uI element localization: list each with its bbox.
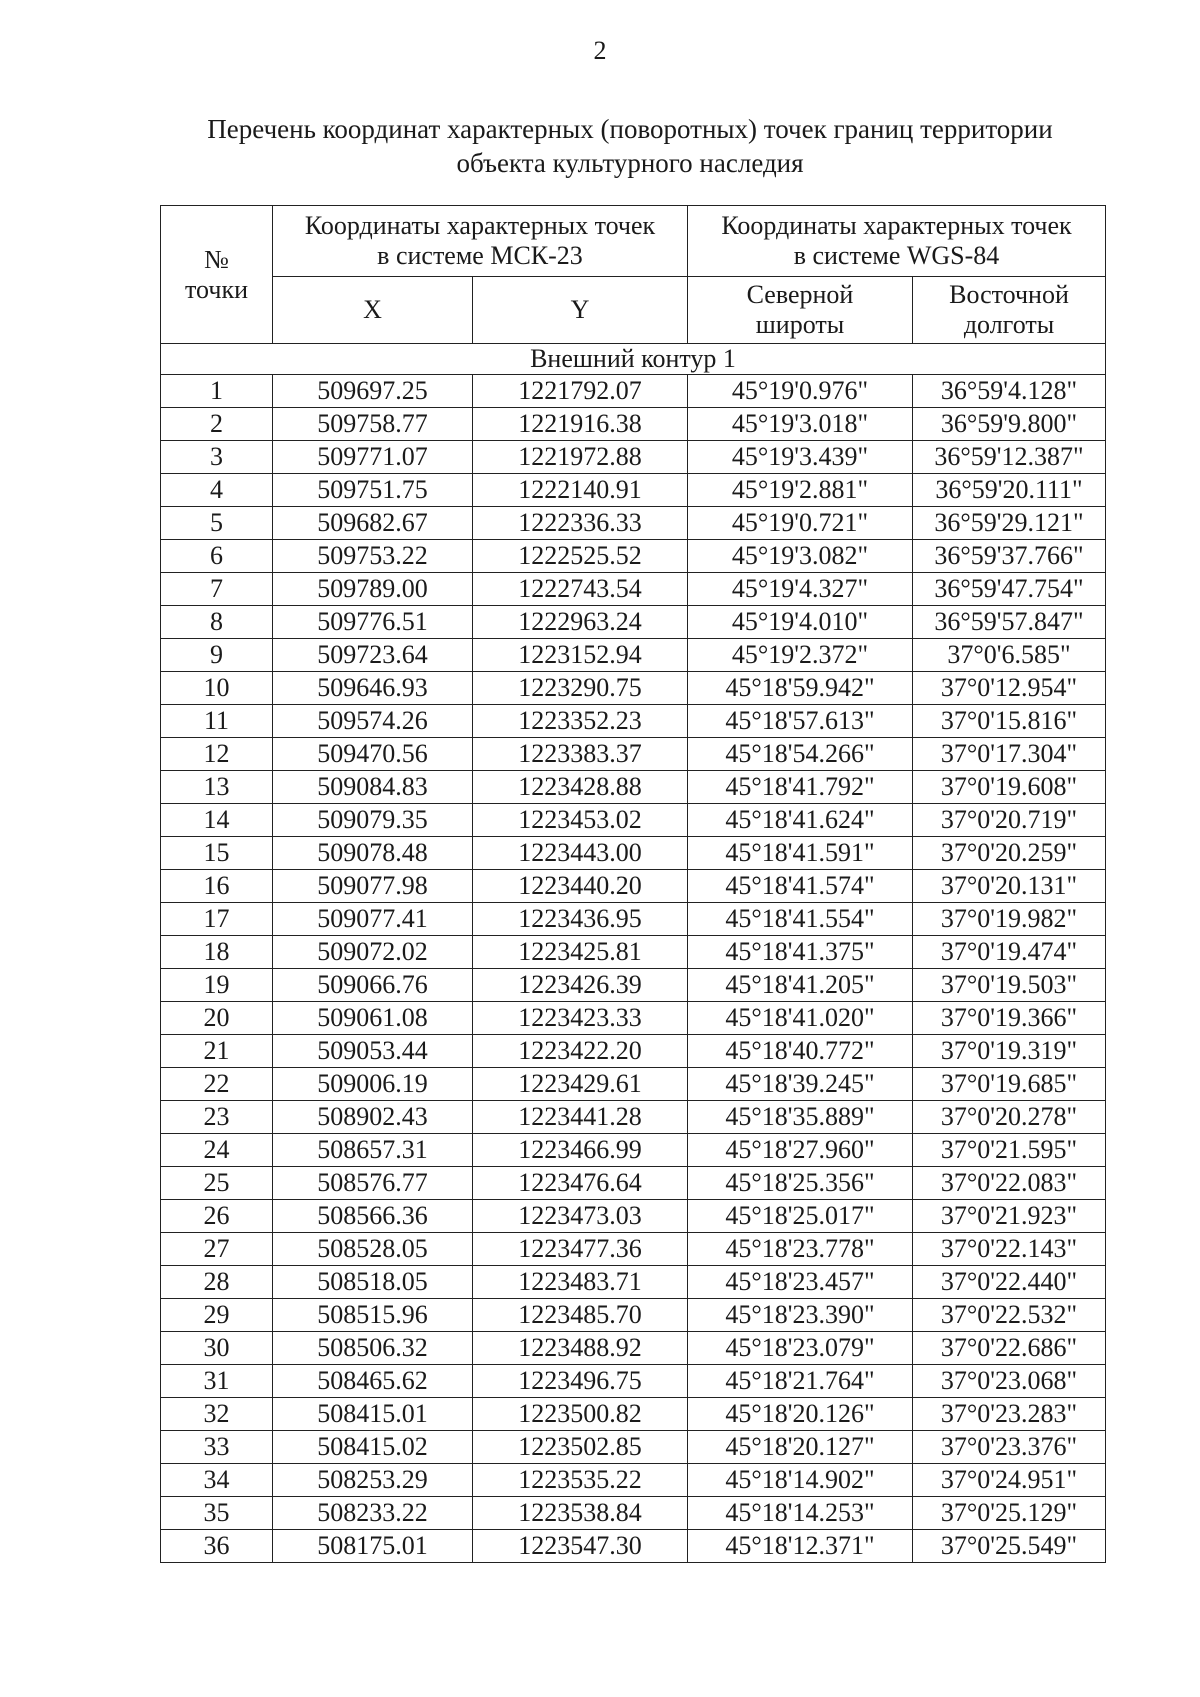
longitude-cell: 37°0'6.585" xyxy=(913,639,1106,672)
point-number-cell: 6 xyxy=(161,540,273,573)
x-cell: 508518.05 xyxy=(273,1266,473,1299)
point-number-cell: 4 xyxy=(161,474,273,507)
x-cell: 508566.36 xyxy=(273,1200,473,1233)
point-number-cell: 24 xyxy=(161,1134,273,1167)
x-cell: 509061.08 xyxy=(273,1002,473,1035)
table-row xyxy=(161,1299,1106,1332)
y-cell: 1222525.52 xyxy=(473,540,688,573)
latitude-cell: 45°18'41.020" xyxy=(688,1002,913,1035)
y-cell: 1222336.33 xyxy=(473,507,688,540)
table-row xyxy=(161,1035,1106,1068)
table-row xyxy=(161,1167,1106,1200)
point-number-cell: 29 xyxy=(161,1299,273,1332)
x-cell: 509682.67 xyxy=(273,507,473,540)
table-row xyxy=(161,474,1106,507)
longitude-cell: 36°59'20.111" xyxy=(913,474,1106,507)
table-row xyxy=(161,1365,1106,1398)
longitude-cell: 37°0'20.278" xyxy=(913,1101,1106,1134)
longitude-cell: 37°0'24.951" xyxy=(913,1464,1106,1497)
latitude-cell: 45°18'41.574" xyxy=(688,870,913,903)
longitude-cell: 37°0'22.143" xyxy=(913,1233,1106,1266)
point-number-cell: 8 xyxy=(161,606,273,639)
x-cell: 509077.98 xyxy=(273,870,473,903)
table-row xyxy=(161,837,1106,870)
latitude-cell: 45°18'41.624" xyxy=(688,804,913,837)
longitude-cell: 37°0'20.131" xyxy=(913,870,1106,903)
point-number-cell: 31 xyxy=(161,1365,273,1398)
longitude-cell: 37°0'20.719" xyxy=(913,804,1106,837)
latitude-cell: 45°18'25.356" xyxy=(688,1167,913,1200)
y-cell: 1223500.82 xyxy=(473,1398,688,1431)
x-cell: 509789.00 xyxy=(273,573,473,606)
x-cell: 509574.26 xyxy=(273,705,473,738)
x-cell: 509079.35 xyxy=(273,804,473,837)
latitude-cell: 45°18'23.390" xyxy=(688,1299,913,1332)
y-cell: 1222140.91 xyxy=(473,474,688,507)
latitude-cell: 45°18'41.591" xyxy=(688,837,913,870)
longitude-cell: 37°0'15.816" xyxy=(913,705,1106,738)
longitude-cell: 37°0'25.129" xyxy=(913,1497,1106,1530)
y-cell: 1223473.03 xyxy=(473,1200,688,1233)
x-cell: 509006.19 xyxy=(273,1068,473,1101)
table-row xyxy=(161,1530,1106,1563)
x-cell: 509066.76 xyxy=(273,969,473,1002)
point-number-cell: 35 xyxy=(161,1497,273,1530)
x-cell: 509078.48 xyxy=(273,837,473,870)
page-number: 2 xyxy=(593,36,607,65)
y-cell: 1223488.92 xyxy=(473,1332,688,1365)
table-row xyxy=(161,408,1106,441)
point-number-cell: 12 xyxy=(161,738,273,771)
y-cell: 1223477.36 xyxy=(473,1233,688,1266)
longitude-cell: 37°0'21.595" xyxy=(913,1134,1106,1167)
table-row xyxy=(161,903,1106,936)
latitude-cell: 45°18'35.889" xyxy=(688,1101,913,1134)
longitude-cell: 37°0'22.083" xyxy=(913,1167,1106,1200)
point-number-cell: 30 xyxy=(161,1332,273,1365)
latitude-cell: 45°18'14.253" xyxy=(688,1497,913,1530)
point-number-cell: 23 xyxy=(161,1101,273,1134)
y-cell: 1223422.20 xyxy=(473,1035,688,1068)
point-number-cell: 2 xyxy=(161,408,273,441)
x-cell: 508253.29 xyxy=(273,1464,473,1497)
longitude-cell: 37°0'19.503" xyxy=(913,969,1106,1002)
x-cell: 509776.51 xyxy=(273,606,473,639)
y-cell: 1223502.85 xyxy=(473,1431,688,1464)
point-number-cell: 9 xyxy=(161,639,273,672)
point-number-cell: 17 xyxy=(161,903,273,936)
x-cell: 508902.43 xyxy=(273,1101,473,1134)
y-cell: 1221916.38 xyxy=(473,408,688,441)
header-longitude-line1: Восточной xyxy=(949,280,1069,309)
header-msk23-line2: в системе МСК-23 xyxy=(377,241,583,270)
y-cell: 1223426.39 xyxy=(473,969,688,1002)
header-longitude-line2: долготы xyxy=(963,310,1055,339)
table-row xyxy=(161,870,1106,903)
coordinates-table xyxy=(160,205,1106,1563)
latitude-cell: 45°19'3.082" xyxy=(688,540,913,573)
x-cell: 509771.07 xyxy=(273,441,473,474)
latitude-cell: 45°18'59.942" xyxy=(688,672,913,705)
table-row xyxy=(161,1431,1106,1464)
table-row xyxy=(161,1497,1106,1530)
document-title xyxy=(150,112,1110,180)
point-number-cell: 20 xyxy=(161,1002,273,1035)
longitude-cell: 36°59'29.121" xyxy=(913,507,1106,540)
x-cell: 508528.05 xyxy=(273,1233,473,1266)
latitude-cell: 45°18'54.266" xyxy=(688,738,913,771)
x-cell: 509753.22 xyxy=(273,540,473,573)
y-cell: 1222963.24 xyxy=(473,606,688,639)
latitude-cell: 45°19'0.721" xyxy=(688,507,913,540)
longitude-cell: 37°0'22.440" xyxy=(913,1266,1106,1299)
y-cell: 1223485.70 xyxy=(473,1299,688,1332)
latitude-cell: 45°18'27.960" xyxy=(688,1134,913,1167)
header-point-number xyxy=(161,206,273,344)
header-wgs84-line1: Координаты характерных точек xyxy=(721,211,1072,240)
longitude-cell: 37°0'17.304" xyxy=(913,738,1106,771)
latitude-cell: 45°19'3.439" xyxy=(688,441,913,474)
x-cell: 509072.02 xyxy=(273,936,473,969)
table-row xyxy=(161,936,1106,969)
point-number-cell: 19 xyxy=(161,969,273,1002)
point-number-cell: 15 xyxy=(161,837,273,870)
point-number-cell: 21 xyxy=(161,1035,273,1068)
x-cell: 508175.01 xyxy=(273,1530,473,1563)
table-row xyxy=(161,969,1106,1002)
x-cell: 509646.93 xyxy=(273,672,473,705)
header-latitude-line1: Северной xyxy=(746,280,854,309)
longitude-cell: 37°0'19.366" xyxy=(913,1002,1106,1035)
longitude-cell: 37°0'22.532" xyxy=(913,1299,1106,1332)
x-cell: 508415.02 xyxy=(273,1431,473,1464)
y-cell: 1223535.22 xyxy=(473,1464,688,1497)
latitude-cell: 45°18'41.792" xyxy=(688,771,913,804)
point-number-cell: 11 xyxy=(161,705,273,738)
table-row xyxy=(161,1332,1106,1365)
latitude-cell: 45°18'21.764" xyxy=(688,1365,913,1398)
longitude-cell: 37°0'22.686" xyxy=(913,1332,1106,1365)
y-cell: 1223429.61 xyxy=(473,1068,688,1101)
y-cell: 1223440.20 xyxy=(473,870,688,903)
latitude-cell: 45°19'3.018" xyxy=(688,408,913,441)
point-number-cell: 28 xyxy=(161,1266,273,1299)
point-number-cell: 16 xyxy=(161,870,273,903)
latitude-cell: 45°19'0.976" xyxy=(688,375,913,408)
point-number-cell: 32 xyxy=(161,1398,273,1431)
header-latitude-line2: широты xyxy=(755,310,845,339)
longitude-cell: 37°0'12.954" xyxy=(913,672,1106,705)
header-msk23 xyxy=(273,206,688,277)
point-number-cell: 22 xyxy=(161,1068,273,1101)
table-row xyxy=(161,1464,1106,1497)
x-cell: 508415.01 xyxy=(273,1398,473,1431)
latitude-cell: 45°18'12.371" xyxy=(688,1530,913,1563)
table-row xyxy=(161,1266,1106,1299)
x-cell: 509077.41 xyxy=(273,903,473,936)
table-row xyxy=(161,1233,1106,1266)
point-number-cell: 7 xyxy=(161,573,273,606)
y-cell: 1223547.30 xyxy=(473,1530,688,1563)
table-row xyxy=(161,705,1106,738)
table-row xyxy=(161,738,1106,771)
point-number-cell: 26 xyxy=(161,1200,273,1233)
longitude-cell: 37°0'25.549" xyxy=(913,1530,1106,1563)
y-cell: 1221972.88 xyxy=(473,441,688,474)
y-cell: 1223425.81 xyxy=(473,936,688,969)
x-cell: 508576.77 xyxy=(273,1167,473,1200)
section-row xyxy=(161,344,1106,375)
point-number-cell: 34 xyxy=(161,1464,273,1497)
longitude-cell: 37°0'19.319" xyxy=(913,1035,1106,1068)
longitude-cell: 37°0'19.982" xyxy=(913,903,1106,936)
y-cell: 1222743.54 xyxy=(473,573,688,606)
latitude-cell: 45°18'39.245" xyxy=(688,1068,913,1101)
latitude-cell: 45°18'23.778" xyxy=(688,1233,913,1266)
longitude-cell: 36°59'12.387" xyxy=(913,441,1106,474)
y-cell: 1223290.75 xyxy=(473,672,688,705)
latitude-cell: 45°18'57.613" xyxy=(688,705,913,738)
y-cell: 1223383.37 xyxy=(473,738,688,771)
table-row xyxy=(161,606,1106,639)
header-latitude xyxy=(688,277,913,344)
header-wgs84 xyxy=(688,206,1106,277)
point-number-cell: 14 xyxy=(161,804,273,837)
y-cell: 1221792.07 xyxy=(473,375,688,408)
latitude-cell: 45°18'41.375" xyxy=(688,936,913,969)
longitude-cell: 36°59'47.754" xyxy=(913,573,1106,606)
y-cell: 1223428.88 xyxy=(473,771,688,804)
longitude-cell: 37°0'21.923" xyxy=(913,1200,1106,1233)
table-body xyxy=(161,344,1106,1563)
latitude-cell: 45°18'41.554" xyxy=(688,903,913,936)
point-number-cell: 33 xyxy=(161,1431,273,1464)
latitude-cell: 45°18'40.772" xyxy=(688,1035,913,1068)
table-row xyxy=(161,1002,1106,1035)
latitude-cell: 45°19'2.881" xyxy=(688,474,913,507)
point-number-cell: 25 xyxy=(161,1167,273,1200)
latitude-cell: 45°19'2.372" xyxy=(688,639,913,672)
y-cell: 1223453.02 xyxy=(473,804,688,837)
table-row xyxy=(161,639,1106,672)
x-cell: 509053.44 xyxy=(273,1035,473,1068)
x-cell: 508657.31 xyxy=(273,1134,473,1167)
y-cell: 1223466.99 xyxy=(473,1134,688,1167)
point-number-cell: 27 xyxy=(161,1233,273,1266)
y-cell: 1223538.84 xyxy=(473,1497,688,1530)
y-cell: 1223483.71 xyxy=(473,1266,688,1299)
point-number-cell: 13 xyxy=(161,771,273,804)
y-cell: 1223423.33 xyxy=(473,1002,688,1035)
table-row xyxy=(161,573,1106,606)
x-cell: 509470.56 xyxy=(273,738,473,771)
table-row xyxy=(161,1101,1106,1134)
header-x: X xyxy=(273,277,473,344)
latitude-cell: 45°18'20.127" xyxy=(688,1431,913,1464)
latitude-cell: 45°18'25.017" xyxy=(688,1200,913,1233)
x-cell: 509084.83 xyxy=(273,771,473,804)
point-number-cell: 36 xyxy=(161,1530,273,1563)
table-row xyxy=(161,507,1106,540)
point-number-cell: 10 xyxy=(161,672,273,705)
title-line-2: объекта культурного наследия xyxy=(456,148,804,178)
latitude-cell: 45°19'4.327" xyxy=(688,573,913,606)
point-number-cell: 5 xyxy=(161,507,273,540)
y-cell: 1223152.94 xyxy=(473,639,688,672)
longitude-cell: 37°0'20.259" xyxy=(913,837,1106,870)
y-cell: 1223436.95 xyxy=(473,903,688,936)
x-cell: 509751.75 xyxy=(273,474,473,507)
point-number-cell: 18 xyxy=(161,936,273,969)
longitude-cell: 37°0'23.283" xyxy=(913,1398,1106,1431)
latitude-cell: 45°18'14.902" xyxy=(688,1464,913,1497)
header-y: Y xyxy=(473,277,688,344)
table-row xyxy=(161,375,1106,408)
y-cell: 1223441.28 xyxy=(473,1101,688,1134)
y-cell: 1223476.64 xyxy=(473,1167,688,1200)
header-point-number-line1: № xyxy=(204,244,229,274)
y-cell: 1223352.23 xyxy=(473,705,688,738)
longitude-cell: 37°0'23.376" xyxy=(913,1431,1106,1464)
longitude-cell: 36°59'57.847" xyxy=(913,606,1106,639)
longitude-cell: 36°59'4.128" xyxy=(913,375,1106,408)
x-cell: 509723.64 xyxy=(273,639,473,672)
header-msk23-line1: Координаты характерных точек xyxy=(304,211,656,240)
longitude-cell: 37°0'19.608" xyxy=(913,771,1106,804)
longitude-cell: 37°0'23.068" xyxy=(913,1365,1106,1398)
section-title: Внешний контур 1 xyxy=(161,344,1106,375)
x-cell: 509697.25 xyxy=(273,375,473,408)
title-line-1: Перечень координат характерных (поворотных) точек границ территории xyxy=(207,114,1053,144)
x-cell: 508465.62 xyxy=(273,1365,473,1398)
longitude-cell: 37°0'19.474" xyxy=(913,936,1106,969)
table-row xyxy=(161,441,1106,474)
header-point-number-line2: точки xyxy=(185,274,248,304)
latitude-cell: 45°18'41.205" xyxy=(688,969,913,1002)
table-row xyxy=(161,540,1106,573)
latitude-cell: 45°18'23.457" xyxy=(688,1266,913,1299)
longitude-cell: 36°59'9.800" xyxy=(913,408,1106,441)
x-cell: 508506.32 xyxy=(273,1332,473,1365)
y-cell: 1223496.75 xyxy=(473,1365,688,1398)
point-number-cell: 3 xyxy=(161,441,273,474)
table-row xyxy=(161,1398,1106,1431)
y-cell: 1223443.00 xyxy=(473,837,688,870)
header-longitude xyxy=(913,277,1106,344)
latitude-cell: 45°18'20.126" xyxy=(688,1398,913,1431)
longitude-cell: 37°0'19.685" xyxy=(913,1068,1106,1101)
latitude-cell: 45°18'23.079" xyxy=(688,1332,913,1365)
latitude-cell: 45°19'4.010" xyxy=(688,606,913,639)
x-cell: 508515.96 xyxy=(273,1299,473,1332)
table-row xyxy=(161,1134,1106,1167)
point-number-cell: 1 xyxy=(161,375,273,408)
longitude-cell: 36°59'37.766" xyxy=(913,540,1106,573)
table-row xyxy=(161,1068,1106,1101)
table-row xyxy=(161,672,1106,705)
header-wgs84-line2: в системе WGS-84 xyxy=(793,241,1000,270)
table-row xyxy=(161,1200,1106,1233)
x-cell: 509758.77 xyxy=(273,408,473,441)
table-row xyxy=(161,804,1106,837)
x-cell: 508233.22 xyxy=(273,1497,473,1530)
table-row xyxy=(161,771,1106,804)
